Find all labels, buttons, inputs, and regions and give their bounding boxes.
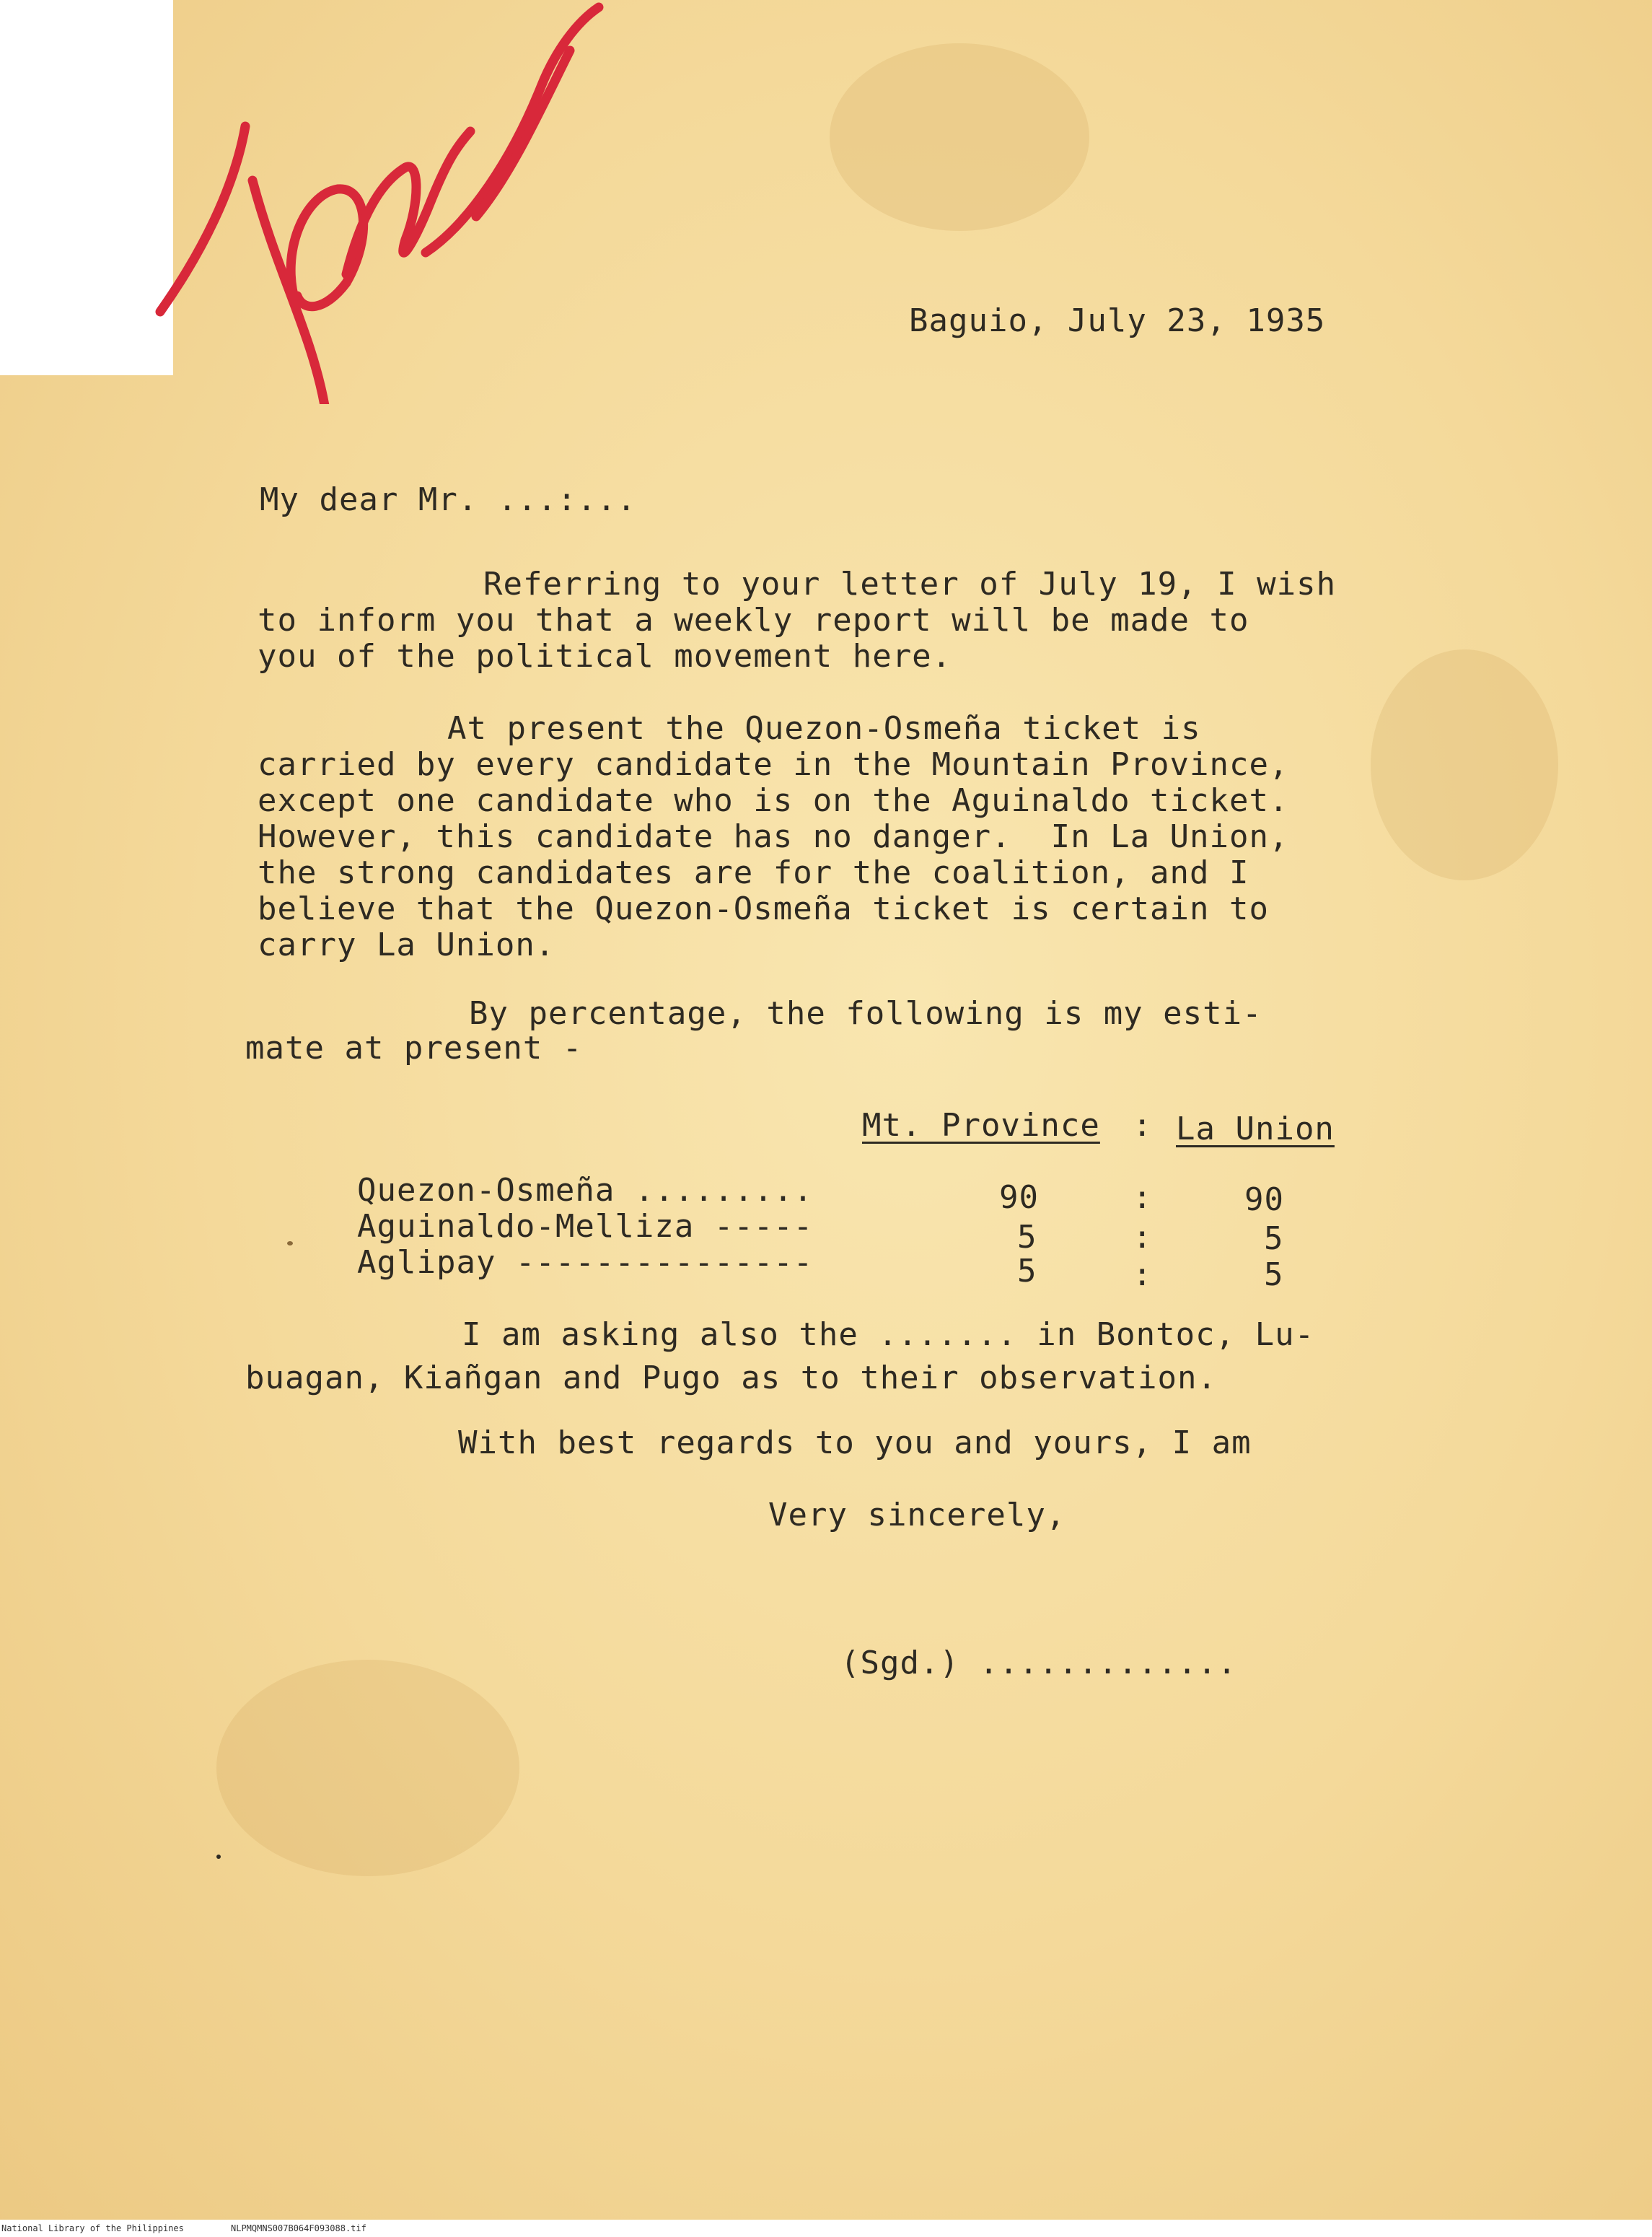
row-lu-value: 5 <box>1264 1220 1284 1257</box>
dateline: Baguio, July 23, 1935 <box>909 302 1326 339</box>
paragraph-1-line-3: you of the political movement here. <box>258 638 952 675</box>
paragraph-2-line-7: carry La Union. <box>258 927 555 963</box>
salutation: My dear Mr. ...:... <box>260 481 637 518</box>
ink-speck <box>287 1241 293 1246</box>
row-lu-value: 90 <box>1244 1181 1284 1218</box>
paper-stain <box>216 1660 519 1876</box>
row-label: Aglipay --------------- <box>357 1244 814 1281</box>
paragraph-2-line-6: believe that the Quezon-Osmeña ticket is certain to <box>258 890 1270 927</box>
row-separator: : <box>1133 1179 1153 1216</box>
row-separator: : <box>1133 1219 1153 1256</box>
paragraph-4-line-2: buagan, Kiañgan and Pugo as to their observation. <box>245 1360 1218 1396</box>
footer-institution: National Library of the Philippines <box>1 2223 184 2233</box>
handwritten-annotation <box>108 0 613 404</box>
paragraph-2-line-4: However, this candidate has no danger. In La Union, <box>258 818 1289 855</box>
signature-line: (Sgd.) ............. <box>840 1645 1237 1681</box>
paragraph-1-line-1: Referring to your letter of July 19, I wish <box>483 566 1337 603</box>
footer-filename: NLPMQMNS007B064F093088.tif <box>231 2223 366 2233</box>
row-lu-value: 5 <box>1264 1256 1284 1293</box>
annotation-strokes <box>160 7 599 404</box>
scan-footer <box>0 2220 1652 2237</box>
paragraph-2-line-2: carried by every candidate in the Mountain Province, <box>258 746 1289 783</box>
paper-stain <box>830 43 1089 231</box>
row-separator: : <box>1133 1256 1153 1293</box>
ink-speck <box>216 1855 221 1859</box>
row-label: Aguinaldo-Melliza ----- <box>357 1208 814 1245</box>
closing: Very sincerely, <box>768 1497 1066 1533</box>
row-mt-value: 90 <box>999 1179 1039 1216</box>
row-label: Quezon-Osmeña ......... <box>357 1172 814 1209</box>
paragraph-2-line-5: the strong candidates are for the coalition, and I <box>258 854 1249 891</box>
paragraph-2-line-1: At present the Quezon-Osmeña ticket is <box>447 710 1201 747</box>
paragraph-3-line-2: mate at present - <box>245 1030 583 1067</box>
paragraph-2-line-3: except one candidate who is on the Aguinaldo ticket. <box>258 782 1289 819</box>
table-header-la-union: La Union <box>1176 1111 1335 1147</box>
table-header-mt-province: Mt. Province <box>862 1107 1100 1144</box>
paragraph-1-line-2: to inform you that a weekly report will be made to <box>258 602 1249 639</box>
paper-stain <box>1371 649 1558 880</box>
paragraph-3-line-1: By percentage, the following is my esti- <box>469 995 1262 1032</box>
row-mt-value: 5 <box>1017 1253 1037 1290</box>
row-mt-value: 5 <box>1017 1219 1037 1256</box>
regards-line: With best regards to you and yours, I am <box>458 1424 1252 1461</box>
paragraph-4-line-1: I am asking also the ....... in Bontoc, Lu- <box>462 1316 1315 1353</box>
table-header-separator: : <box>1133 1107 1153 1144</box>
